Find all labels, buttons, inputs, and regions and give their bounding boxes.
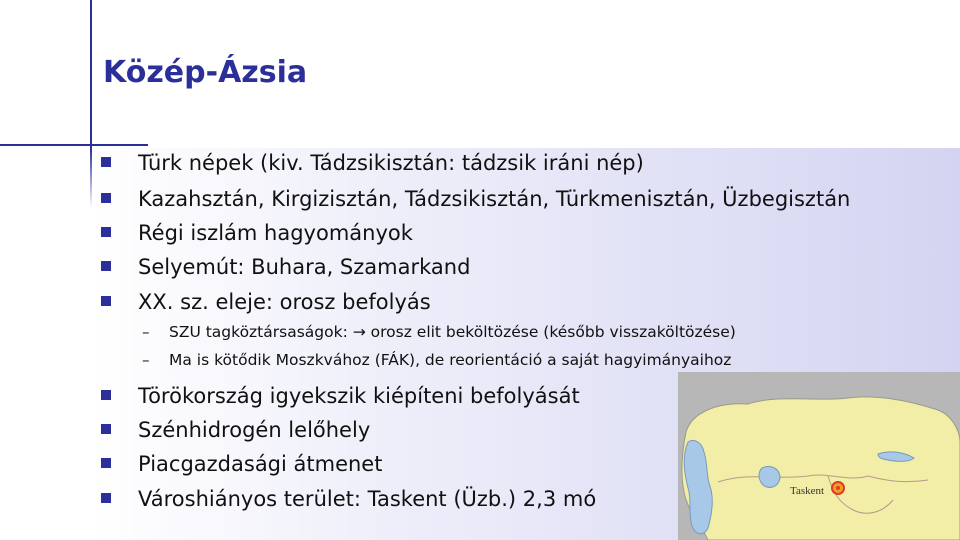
bullet-text: Türk népek (kiv. Tádzsikisztán: tádzsik iráni nép) bbox=[138, 151, 644, 175]
bullet-item bbox=[0, 146, 860, 180]
bullet-item bbox=[0, 216, 860, 250]
bullet-square-icon bbox=[101, 227, 111, 237]
sub-bullet-dash: – bbox=[142, 351, 150, 369]
bullet-text: Szénhidrogén lelőhely bbox=[138, 418, 371, 442]
central-asia-map bbox=[678, 372, 960, 540]
sub-bullet-dash: – bbox=[142, 323, 150, 341]
bullet-square-icon bbox=[101, 493, 111, 503]
slide-title: Közép-Ázsia bbox=[103, 55, 308, 90]
sub-bullet-text: SZU tagköztársaságok: → orosz elit beköltözése (később visszaköltözése) bbox=[169, 323, 736, 341]
bullet-text: Selyemút: Buhara, Szamarkand bbox=[138, 255, 471, 279]
bullet-square-icon bbox=[101, 458, 111, 468]
bullet-square-icon bbox=[101, 296, 111, 306]
bullet-square-icon bbox=[101, 390, 111, 400]
bullet-text: Piacgazdasági átmenet bbox=[138, 452, 383, 476]
sub-bullet-text: Ma is kötődik Moszkvához (FÁK), de reorientáció a saját hagyimányaihoz bbox=[169, 351, 732, 369]
bullet-square-icon bbox=[101, 193, 111, 203]
bullet-text: XX. sz. eleje: orosz befolyás bbox=[138, 290, 431, 314]
bullet-square-icon bbox=[101, 261, 111, 271]
sub-bullet-item bbox=[0, 348, 860, 372]
bullet-item bbox=[0, 285, 860, 319]
map-city-label: Taskent bbox=[790, 485, 825, 497]
bullet-text: Kazahsztán, Kirgizisztán, Tádzsikisztán, Türkmenisztán, Üzbegisztán bbox=[138, 187, 851, 211]
bullet-text: Régi iszlám hagyományok bbox=[138, 221, 413, 245]
bullet-square-icon bbox=[101, 424, 111, 434]
sub-bullet-item bbox=[0, 320, 860, 344]
bullet-text: Városhiányos terület: Taskent (Üzb.) 2,3 mó bbox=[138, 487, 597, 511]
tashkent-dot bbox=[836, 486, 840, 490]
map-graphic bbox=[678, 372, 960, 540]
bullet-item bbox=[0, 250, 860, 284]
decorative-vertical-line bbox=[90, 0, 92, 148]
map-land bbox=[682, 397, 960, 540]
bullet-square-icon bbox=[101, 157, 111, 167]
bullet-item bbox=[0, 182, 860, 216]
map-aral-sea bbox=[759, 466, 780, 487]
bullet-text: Törökország igyekszik kiépíteni befolyását bbox=[138, 384, 580, 408]
